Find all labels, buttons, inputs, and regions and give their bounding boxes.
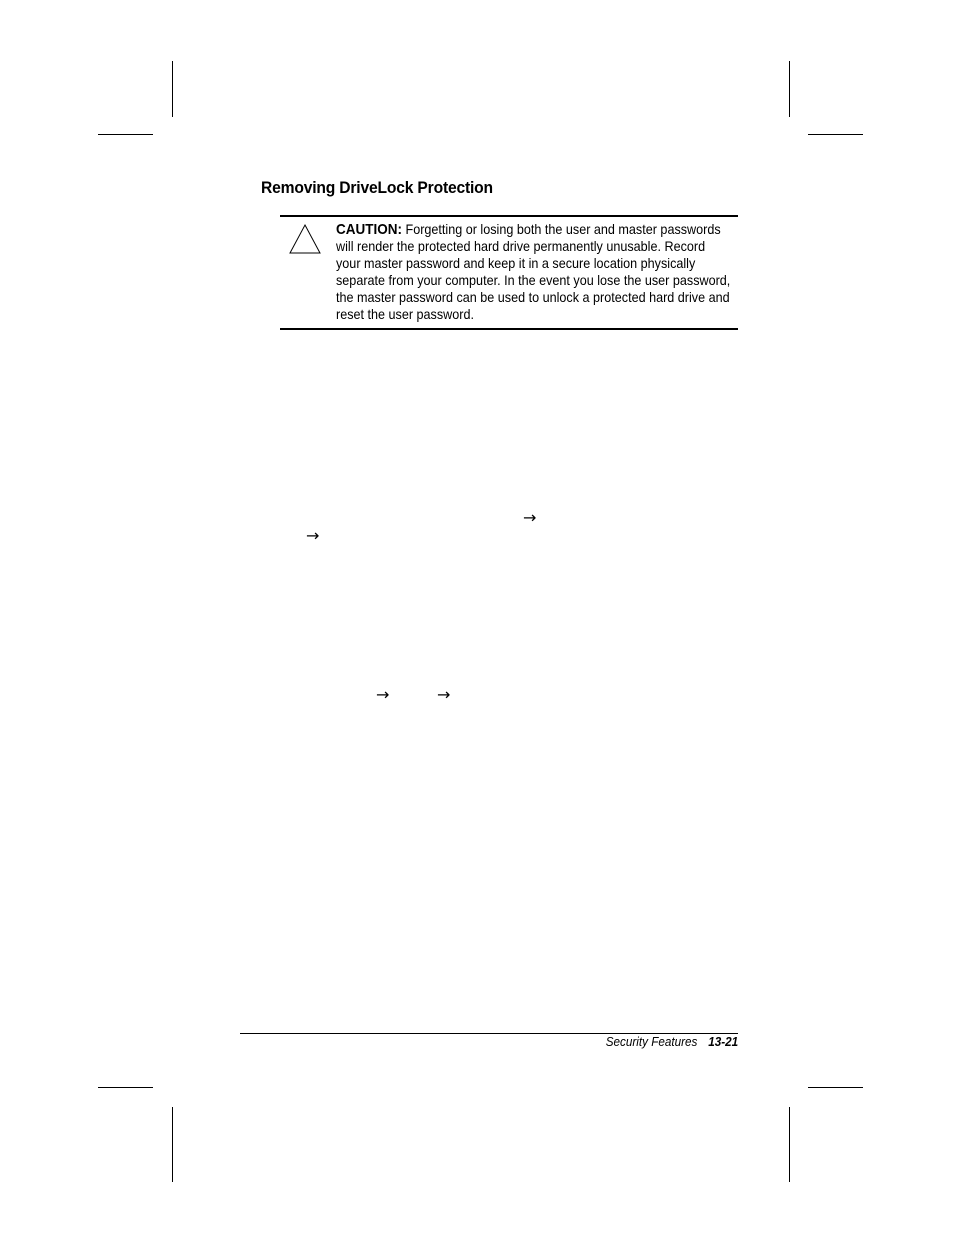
caution-label: CAUTION: xyxy=(336,221,402,238)
crop-mark-top-right-vertical xyxy=(789,61,790,117)
menu-arrow-icon: → xyxy=(376,685,390,704)
page-number: 13-21 xyxy=(708,1034,738,1049)
crop-mark-top-right-horizontal xyxy=(808,134,863,135)
footer-section-name: Security Features xyxy=(605,1034,698,1049)
caution-triangle-icon xyxy=(288,223,322,255)
menu-arrow-icon: → xyxy=(306,526,320,545)
section-title: Removing DriveLock Protection xyxy=(261,178,493,197)
crop-mark-bottom-right-horizontal xyxy=(808,1087,863,1088)
caution-box xyxy=(280,215,738,330)
crop-mark-bottom-right-vertical xyxy=(789,1107,790,1182)
menu-arrow-icon: → xyxy=(437,685,451,704)
crop-mark-bottom-left-horizontal xyxy=(98,1087,153,1088)
caution-text xyxy=(336,221,732,323)
crop-mark-top-left-vertical xyxy=(172,61,173,117)
page-footer xyxy=(606,1034,738,1049)
crop-mark-bottom-left-vertical xyxy=(172,1107,173,1182)
menu-arrow-icon: → xyxy=(523,508,537,527)
crop-mark-top-left-horizontal xyxy=(98,134,153,135)
caution-body: Forgetting or losing both the user and master passwords will render the protected hard drive permanently unusable. Record your master password and keep it in a secure location physically separate from your computer. In the event you lose the user password, the master password can be used to unlock a protected hard drive and reset the user password. xyxy=(336,221,731,322)
